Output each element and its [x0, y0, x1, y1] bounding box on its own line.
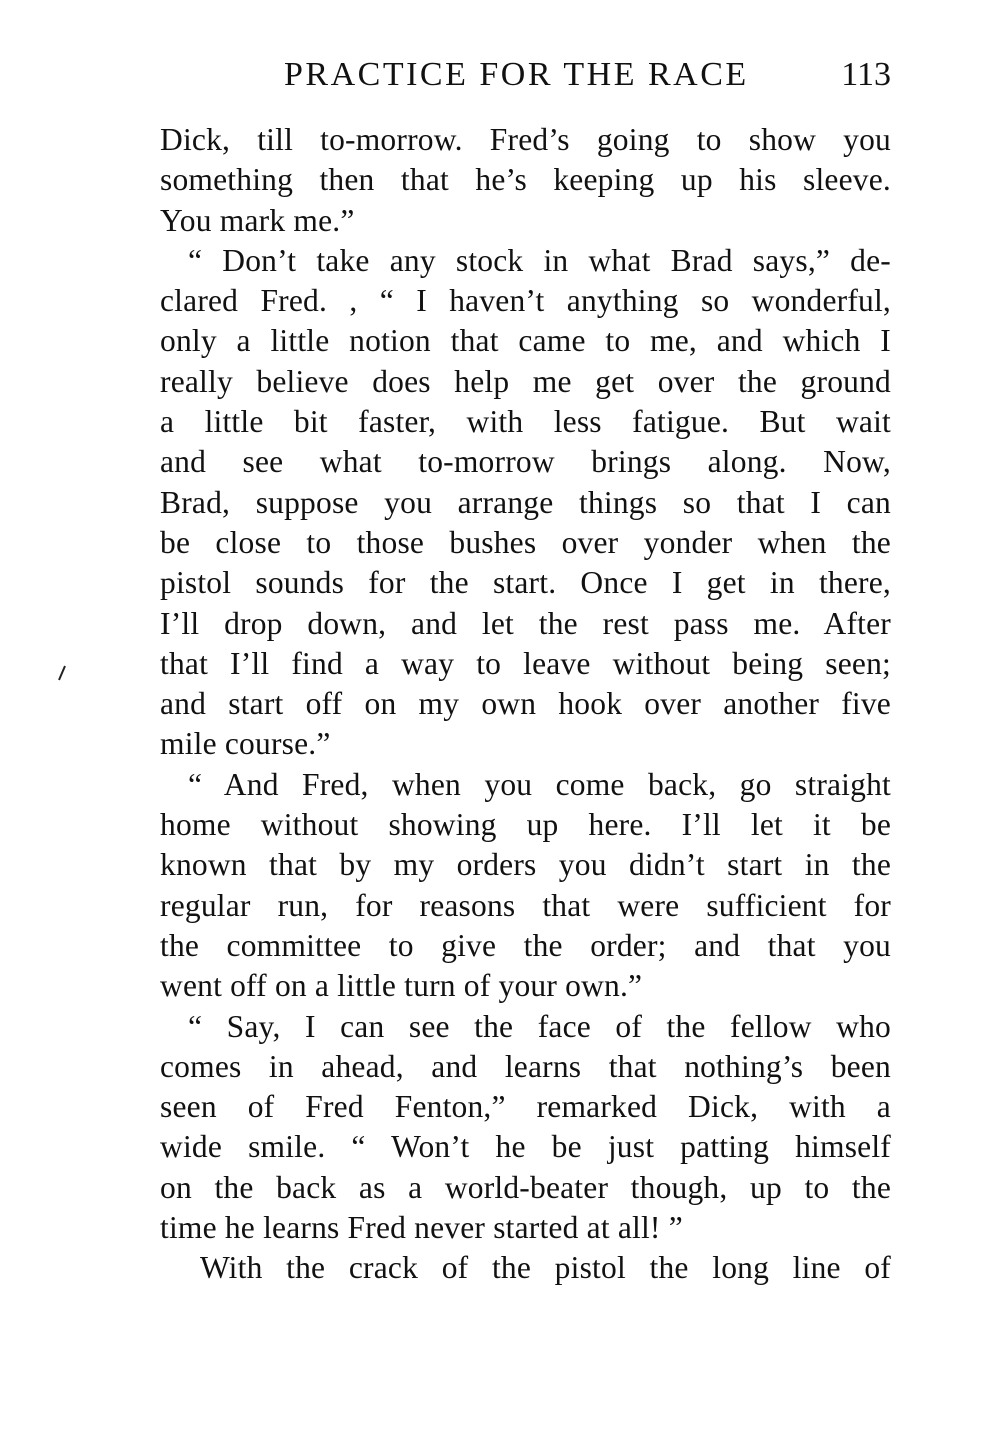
text-line: mile course.”: [160, 726, 331, 762]
text-line: pistol sounds for the start. Once I get in there,: [160, 565, 891, 601]
text-line: be close to those bushes over yonder when the: [160, 524, 891, 560]
text-line: home without showing up here. I’ll let it be: [160, 807, 891, 843]
text-line: Dick, till to-morrow. Fred’s going to show you: [160, 122, 891, 157]
text-line: wide smile. “ Won’t he be just patting himself: [160, 1129, 891, 1165]
text-line: a little bit faster, with less fatigue. But wait: [160, 404, 891, 440]
text-line: You mark me.”: [160, 202, 355, 238]
text-line: went off on a little turn of your own.”: [160, 968, 643, 1004]
page-number: 113: [841, 56, 891, 93]
page-text: [160, 120, 891, 1289]
text-line: known that by my orders you didn’t start in the: [160, 847, 891, 883]
text-line: “ Say, I can see the face of the fellow who: [188, 1008, 891, 1044]
text-line: regular run, for reasons that were sufficient for: [160, 887, 891, 923]
text-line: time he learns Fred never started at all! ”: [160, 1210, 683, 1246]
text-line: something then that he’s keeping up his sleeve.: [160, 162, 891, 198]
margin-pencil-mark: [56, 660, 68, 684]
text-line: With the crack of the pistol the long line of: [200, 1250, 891, 1286]
text-line: “ And Fred, when you come back, go straight: [188, 766, 891, 802]
text-line: only a little notion that came to me, and which I: [160, 323, 891, 359]
text-line: Brad, suppose you arrange things so that I can: [160, 484, 891, 520]
running-title: PRACTICE FOR THE RACE: [284, 56, 749, 93]
text-line: I’ll drop down, and let the rest pass me. After: [160, 605, 891, 641]
text-line: really believe does help me get over the ground: [160, 363, 891, 399]
text-line: comes in ahead, and learns that nothing’s been: [160, 1048, 891, 1084]
running-head: [160, 50, 891, 100]
text-line: and see what to-morrow brings along. Now,: [160, 444, 891, 480]
text-line: “ Don’t take any stock in what Brad says,” de-: [188, 242, 891, 278]
text-line: the committee to give the order; and that you: [160, 927, 891, 963]
text-line: seen of Fred Fenton,” remarked Dick, with a: [160, 1089, 891, 1125]
text-line: on the back as a world-beater though, up to the: [160, 1169, 891, 1205]
text-line: and start off on my own hook over another five: [160, 686, 891, 722]
text-line: clared Fred. , “ I haven’t anything so wonderful,: [160, 283, 891, 319]
text-line: that I’ll find a way to leave without being seen;: [160, 645, 891, 681]
